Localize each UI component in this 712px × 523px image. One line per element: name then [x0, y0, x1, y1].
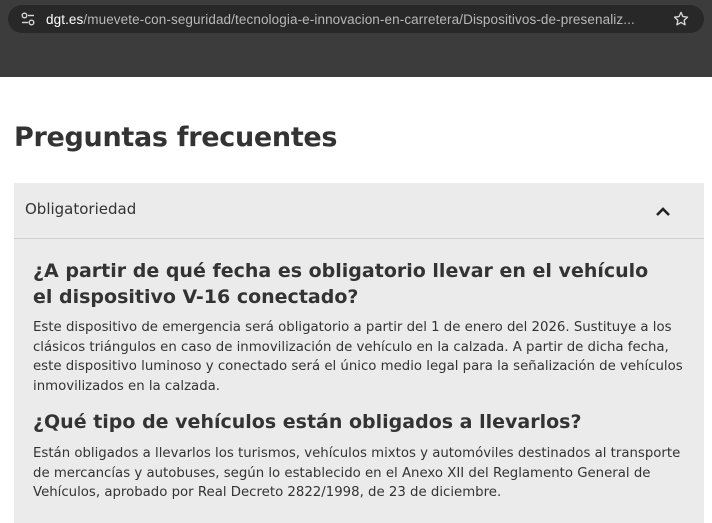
faq-question-1: ¿A partir de qué fecha es obligatorio llevar en el vehículo el dispositivo V-16 conectado? [33, 260, 649, 308]
browser-toolbar [0, 0, 712, 77]
accordion-header-obligatoriedad[interactable] [14, 183, 704, 239]
chevron-up-icon[interactable] [654, 203, 672, 217]
url-path: /muevete-con-seguridad/tecnologia-e-innovacion-en-carretera/Dispositivos-de-presenaliz... [83, 11, 635, 27]
url-text[interactable] [46, 12, 658, 27]
faq-answer-2: Están obligados a llevarlos los turismos, vehículos mixtos y automóviles destinados al transporte de mercancías y autobuses, según lo establecido en el Anexo XII del Reglamento General de Vehículos, aprobado por Real Decreto 2822/1998, de 23 de diciembre. [33, 446, 681, 500]
faq-question-2: ¿Qué tipo de vehículos están obligados a llevarlos? [33, 411, 582, 433]
url-domain: dgt.es [46, 11, 84, 27]
star-icon[interactable] [672, 10, 690, 28]
faq-accordion [14, 183, 704, 523]
page-title: Preguntas frecuentes [14, 122, 338, 153]
tune-icon[interactable] [19, 10, 37, 28]
accordion-header-label: Obligatoriedad [25, 200, 137, 218]
address-bar[interactable] [8, 5, 704, 33]
faq-answer-1: Este dispositivo de emergencia será obligatorio a partir del 1 de enero del 2026. Sustituye a los clásicos triángulos en caso de inmovilización de vehículo en la calzada. A partir de dicha fecha, este dispositivo luminoso y conectado será el único medio legal para la señalización de vehículos inmovilizados en la calzada. [33, 320, 683, 394]
